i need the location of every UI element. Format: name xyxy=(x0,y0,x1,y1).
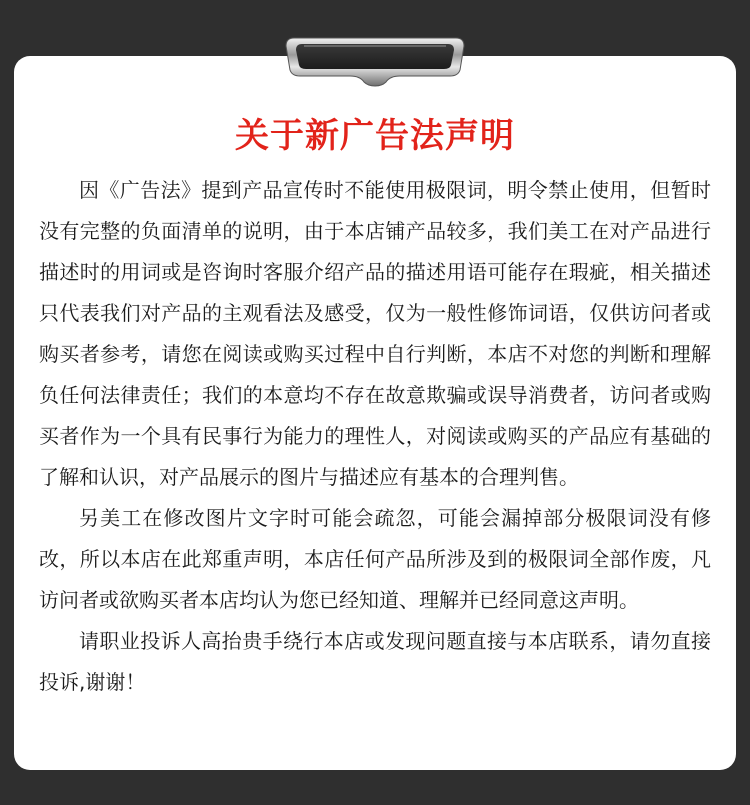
notice-body xyxy=(39,170,711,703)
clipboard-clip-icon xyxy=(282,32,468,88)
notice-paragraph: 请职业投诉人高抬贵手绕行本店或发现问题直接与本店联系，请勿直接投诉,谢谢！ xyxy=(39,629,711,694)
notice-paragraph: 另美工在修改图片文字时可能会疏忽，可能会漏掉部分极限词没有修改，所以本店在此郑重声明，本店任何产品所涉及到的极限词全部作废，凡访问者或欲购买者本店均认为您已经知道、理解并已经同意这声明。 xyxy=(39,506,711,612)
notice-paragraph: 因《广告法》提到产品宣传时不能使用极限词，明令禁止使用，但暂时没有完整的负面清单的说明，由于本店铺产品较多，我们美工在对产品进行描述时的用词或是咨询时客服介绍产品的描述用语可能存在瑕疵，相关描述只代表我们对产品的主观看法及感受，仅为一般性修饰词语，仅供访问者或购买者参考，请您在阅读或购买过程中自行判断，本店不对您的判断和理解负任何法律责任；我们的本意均不存在故意欺骗或误导消费者，访问者或购买者作为一个具有民事行为能力的理性人，对阅读或购买的产品应有基础的了解和认识，对产品展示的图片与描述应有基本的合理判售。 xyxy=(39,178,711,489)
notice-title: 关于新广告法声明 xyxy=(235,116,515,156)
